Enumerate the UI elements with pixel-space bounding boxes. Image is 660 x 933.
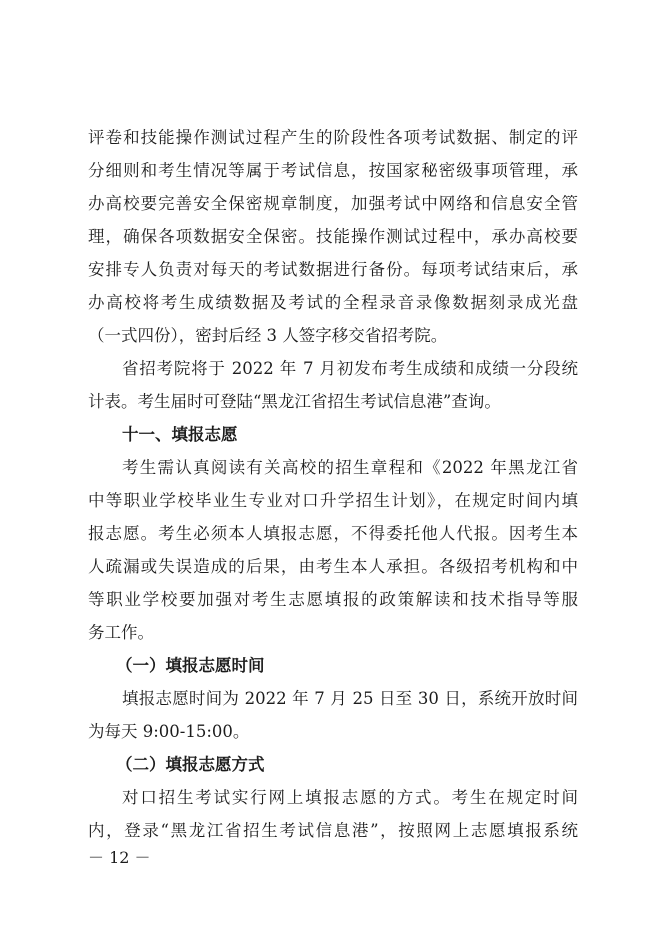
body-line: 办高校要完善安全保密规章制度，加强考试中网络和信息安全管 bbox=[88, 194, 578, 213]
body-line: 省招考院将于 2022 年 7 月初发布考生成绩和成绩一分段统 bbox=[122, 359, 578, 378]
body-line: 安排专人负责对每天的考试数据进行备份。每项考试结束后，承 bbox=[88, 260, 578, 279]
body-line: 分细则和考生情况等属于考试信息，按国家秘密级事项管理，承 bbox=[88, 161, 578, 180]
body-line: 等职业学校要加强对考生志愿填报的政策解读和技术指导等服 bbox=[88, 590, 578, 609]
body-line: 中等职业学校毕业生专业对口升学招生计划》，在规定时间内填 bbox=[88, 491, 578, 510]
body-line: 务工作。 bbox=[88, 623, 154, 642]
body-line: 报志愿。考生必须本人填报志愿，不得委托他人代报。因考生本 bbox=[88, 524, 578, 543]
body-line: 理，确保各项数据安全保密。技能操作测试过程中，承办高校要 bbox=[88, 227, 578, 246]
page-number: － 12 － bbox=[88, 848, 151, 867]
body-line: 填报志愿时间为 2022 年 7 月 25 日至 30 日，系统开放时间 bbox=[122, 689, 578, 708]
section-heading: 十一、填报志愿 bbox=[122, 425, 238, 444]
body-line: 办高校将考生成绩数据及考试的全程录音录像数据刻录成光盘 bbox=[88, 293, 578, 312]
body-line: 考生需认真阅读有关高校的招生章程和《2022 年黑龙江省 bbox=[122, 458, 578, 477]
body-line: （一式四份），密封后经 3 人签字移交省招考院。 bbox=[88, 326, 448, 345]
body-line: 计表。考生届时可登陆“黑龙江省招生考试信息港”查询。 bbox=[88, 392, 501, 411]
body-line: 人疏漏或失误造成的后果，由考生本人承担。各级招考机构和中 bbox=[88, 557, 578, 576]
body-line: 内，登录“黑龙江省招生考试信息港”，按照网上志愿填报系统 bbox=[88, 821, 578, 840]
subsection-heading: （一）填报志愿时间 bbox=[116, 656, 265, 675]
body-line: 评卷和技能操作测试过程产生的阶段性各项考试数据、制定的评 bbox=[88, 128, 578, 147]
subsection-heading: （二）填报志愿方式 bbox=[116, 755, 265, 774]
body-line: 对口招生考试实行网上填报志愿的方式。考生在规定时间 bbox=[122, 788, 578, 807]
body-line: 为每天 9:00-15:00。 bbox=[88, 722, 250, 741]
